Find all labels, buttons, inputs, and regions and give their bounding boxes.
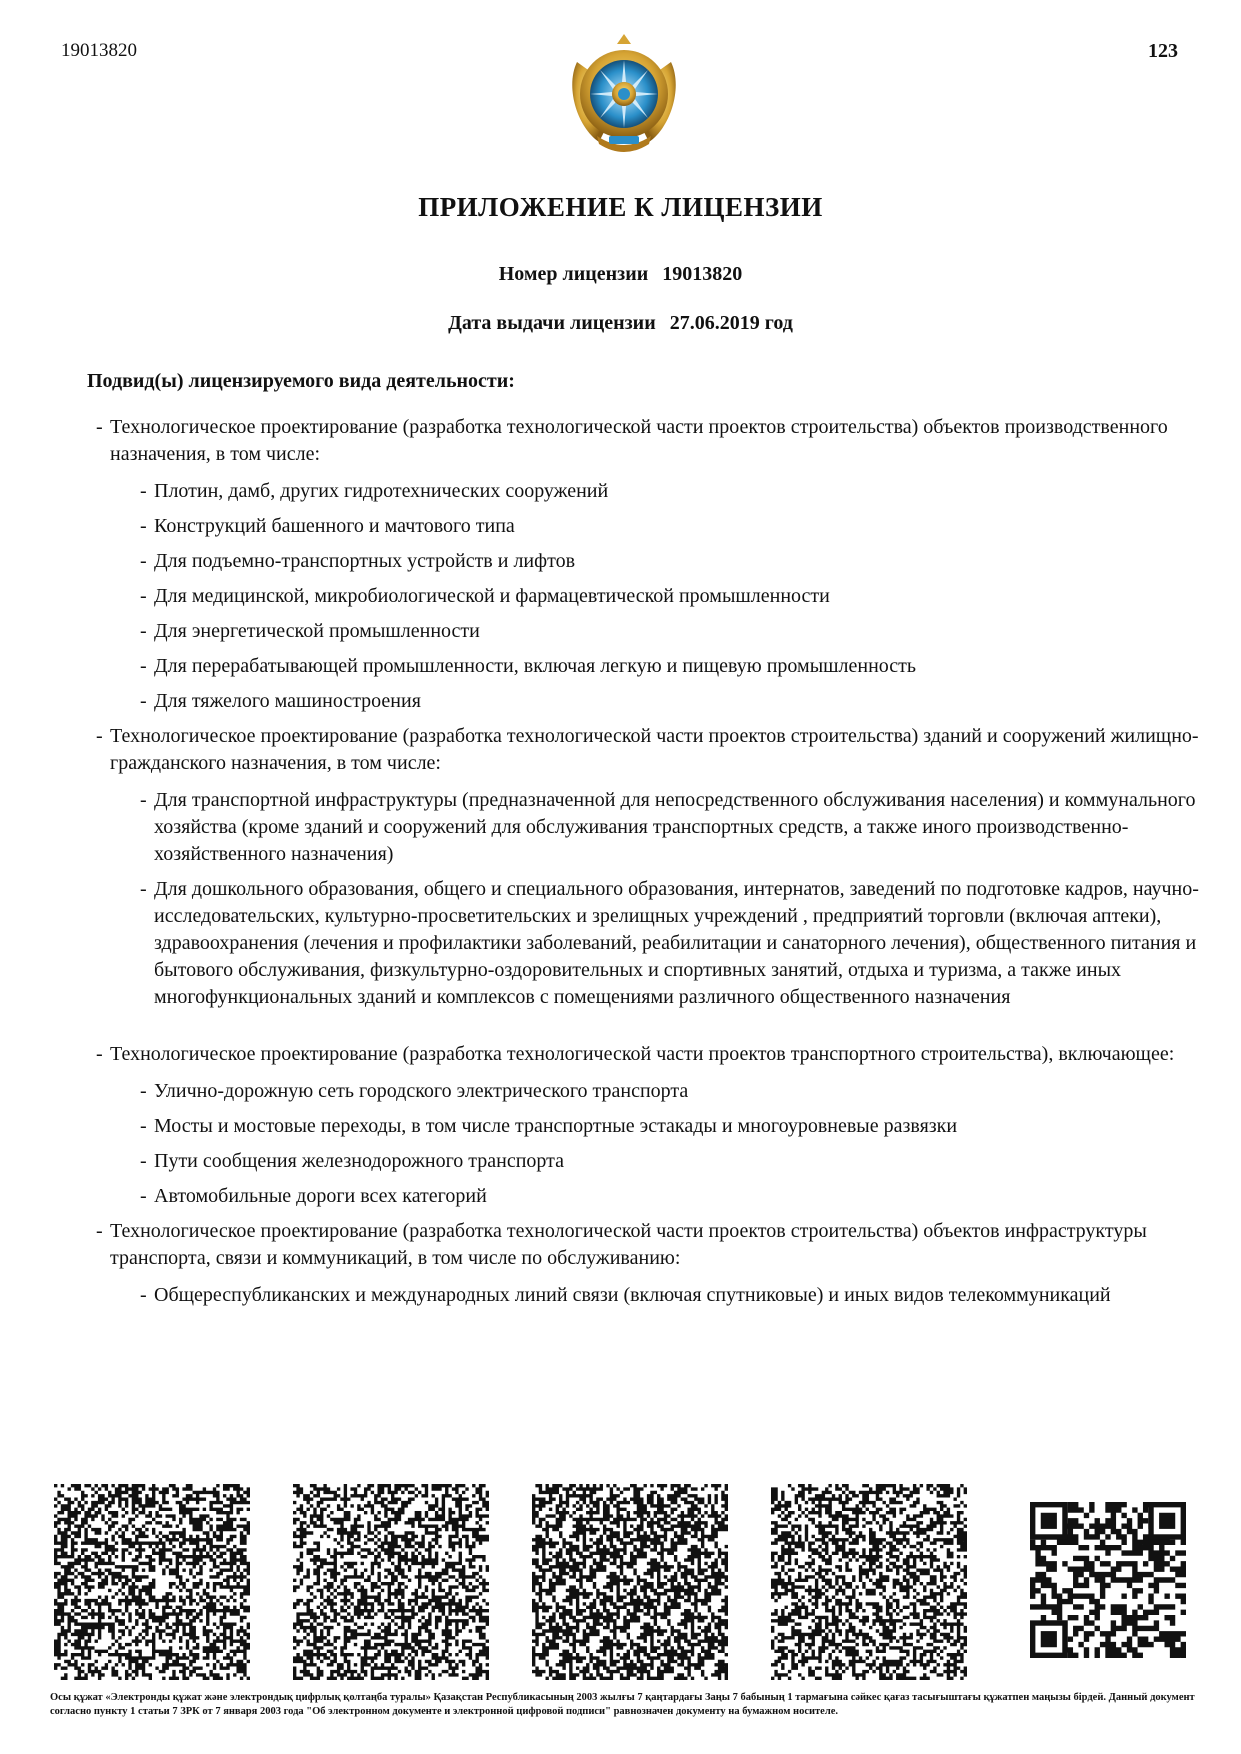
list-item: - Пути сообщения железнодорожного транспорта [140,1148,1216,1175]
qr-code-icon [1030,1502,1186,1658]
list-item: - Технологическое проектирование (разработка технологической части проектов транспортного строительства), включающее: [96,1041,1216,1068]
qr-code-icon [293,1484,489,1680]
list-item: - Технологическое проектирование (разработка технологической части проектов строительства) объектов инфраструктуры транспорта, связи и коммуникаций, в том числе по обслуживанию: [96,1218,1216,1272]
list-item: - Мосты и мостовые переходы, в том числе транспортные эстакады и многоуровневые развязки [140,1113,1216,1140]
list-item: - Плотин, дамб, других гидротехнических сооружений [140,478,1216,505]
footer-text-ru: Данный документ согласно пункту 1 статьи 7 ЗРК от 7 января 2003 года "Об электронном документе и электронной цифровой подписи" равнозначен документу на бумажном носителе. [50,1692,1195,1717]
list-item: - Для перерабатывающей промышленности, включая легкую и пищевую промышленность [140,653,1216,680]
list-item: - Для энергетической промышленности [140,618,1216,645]
list-item: - Улично-дорожную сеть городского электрического транспорта [140,1078,1216,1105]
subtypes-list [96,414,1216,1317]
license-date-value: 27.06.2019 год [669,312,793,334]
list-item: - Общереспубликанских и международных линий связи (включая спутниковые) и иных видов телекоммуникаций [140,1282,1216,1309]
license-date-row [0,312,1241,335]
subtypes-heading: Подвид(ы) лицензируемого вида деятельности: [87,370,515,392]
license-number-row [0,263,1241,286]
page-number: 123 [1148,40,1178,62]
qr-code-icon [532,1484,728,1680]
list-item: - Для тяжелого машиностроения [140,688,1216,715]
license-number-label: Номер лицензии [498,263,649,285]
list-item: - Для дошкольного образования, общего и специального образования, интернатов, заведений по подготовке кадров, научно-исследовательских, культурно-просветительских и зрелищных учреждений , предприятий торговли (включая аптеки), здравоохранения (лечения и профилактики заболеваний, реабилитации и санаторного лечения), общественного питания и бытового обслуживания, физкультурно-оздоровительных и спортивных занятий, отдыха и туризма, а также иных многофункциональных зданий и комплексов с помещениями различного общественного назначения [140,876,1216,1011]
state-emblem-icon [569,32,679,160]
list-item: - Для транспортной инфраструктуры (предназначенной для непосредственного обслуживания населения) и коммунального хозяйства (кроме зданий и сооружений для обслуживания транспортных средств, а также иного производственно-хозяйственного назначения) [140,787,1216,868]
license-number-value: 19013820 [662,263,743,285]
list-item: - Для медицинской, микробиологической и фармацевтической промышленности [140,583,1216,610]
footer-text-kz: Осы құжат «Электронды құжат және электрондық цифрлық қолтаңба туралы» Қазақстан Республикасының 2003 жылғы 7 қаңтардағы Заңы 7 бабының 1 тармағына сәйкес қағаз тасығыштағы құжатпен маңызы бірдей. [50,1692,1107,1703]
list-item: - Автомобильные дороги всех категорий [140,1183,1216,1210]
list-item: - Для подъемно-транспортных устройств и лифтов [140,548,1216,575]
license-date-label: Дата выдачи лицензии [448,312,656,334]
list-item: - Технологическое проектирование (разработка технологической части проектов строительства) зданий и сооружений жилищно-гражданского назначения, в том числе: [96,723,1216,777]
list-item: - Технологическое проектирование (разработка технологической части проектов строительства) объектов производственного назначения, в том числе: [96,414,1216,468]
license-number-header: 19013820 [61,40,137,61]
list-item: - Конструкций башенного и мачтового типа [140,513,1216,540]
legal-footer [50,1691,1200,1719]
page-title: ПРИЛОЖЕНИЕ К ЛИЦЕНЗИИ [418,192,823,222]
qr-code-icon [771,1484,967,1680]
qr-code-icon [54,1484,250,1680]
